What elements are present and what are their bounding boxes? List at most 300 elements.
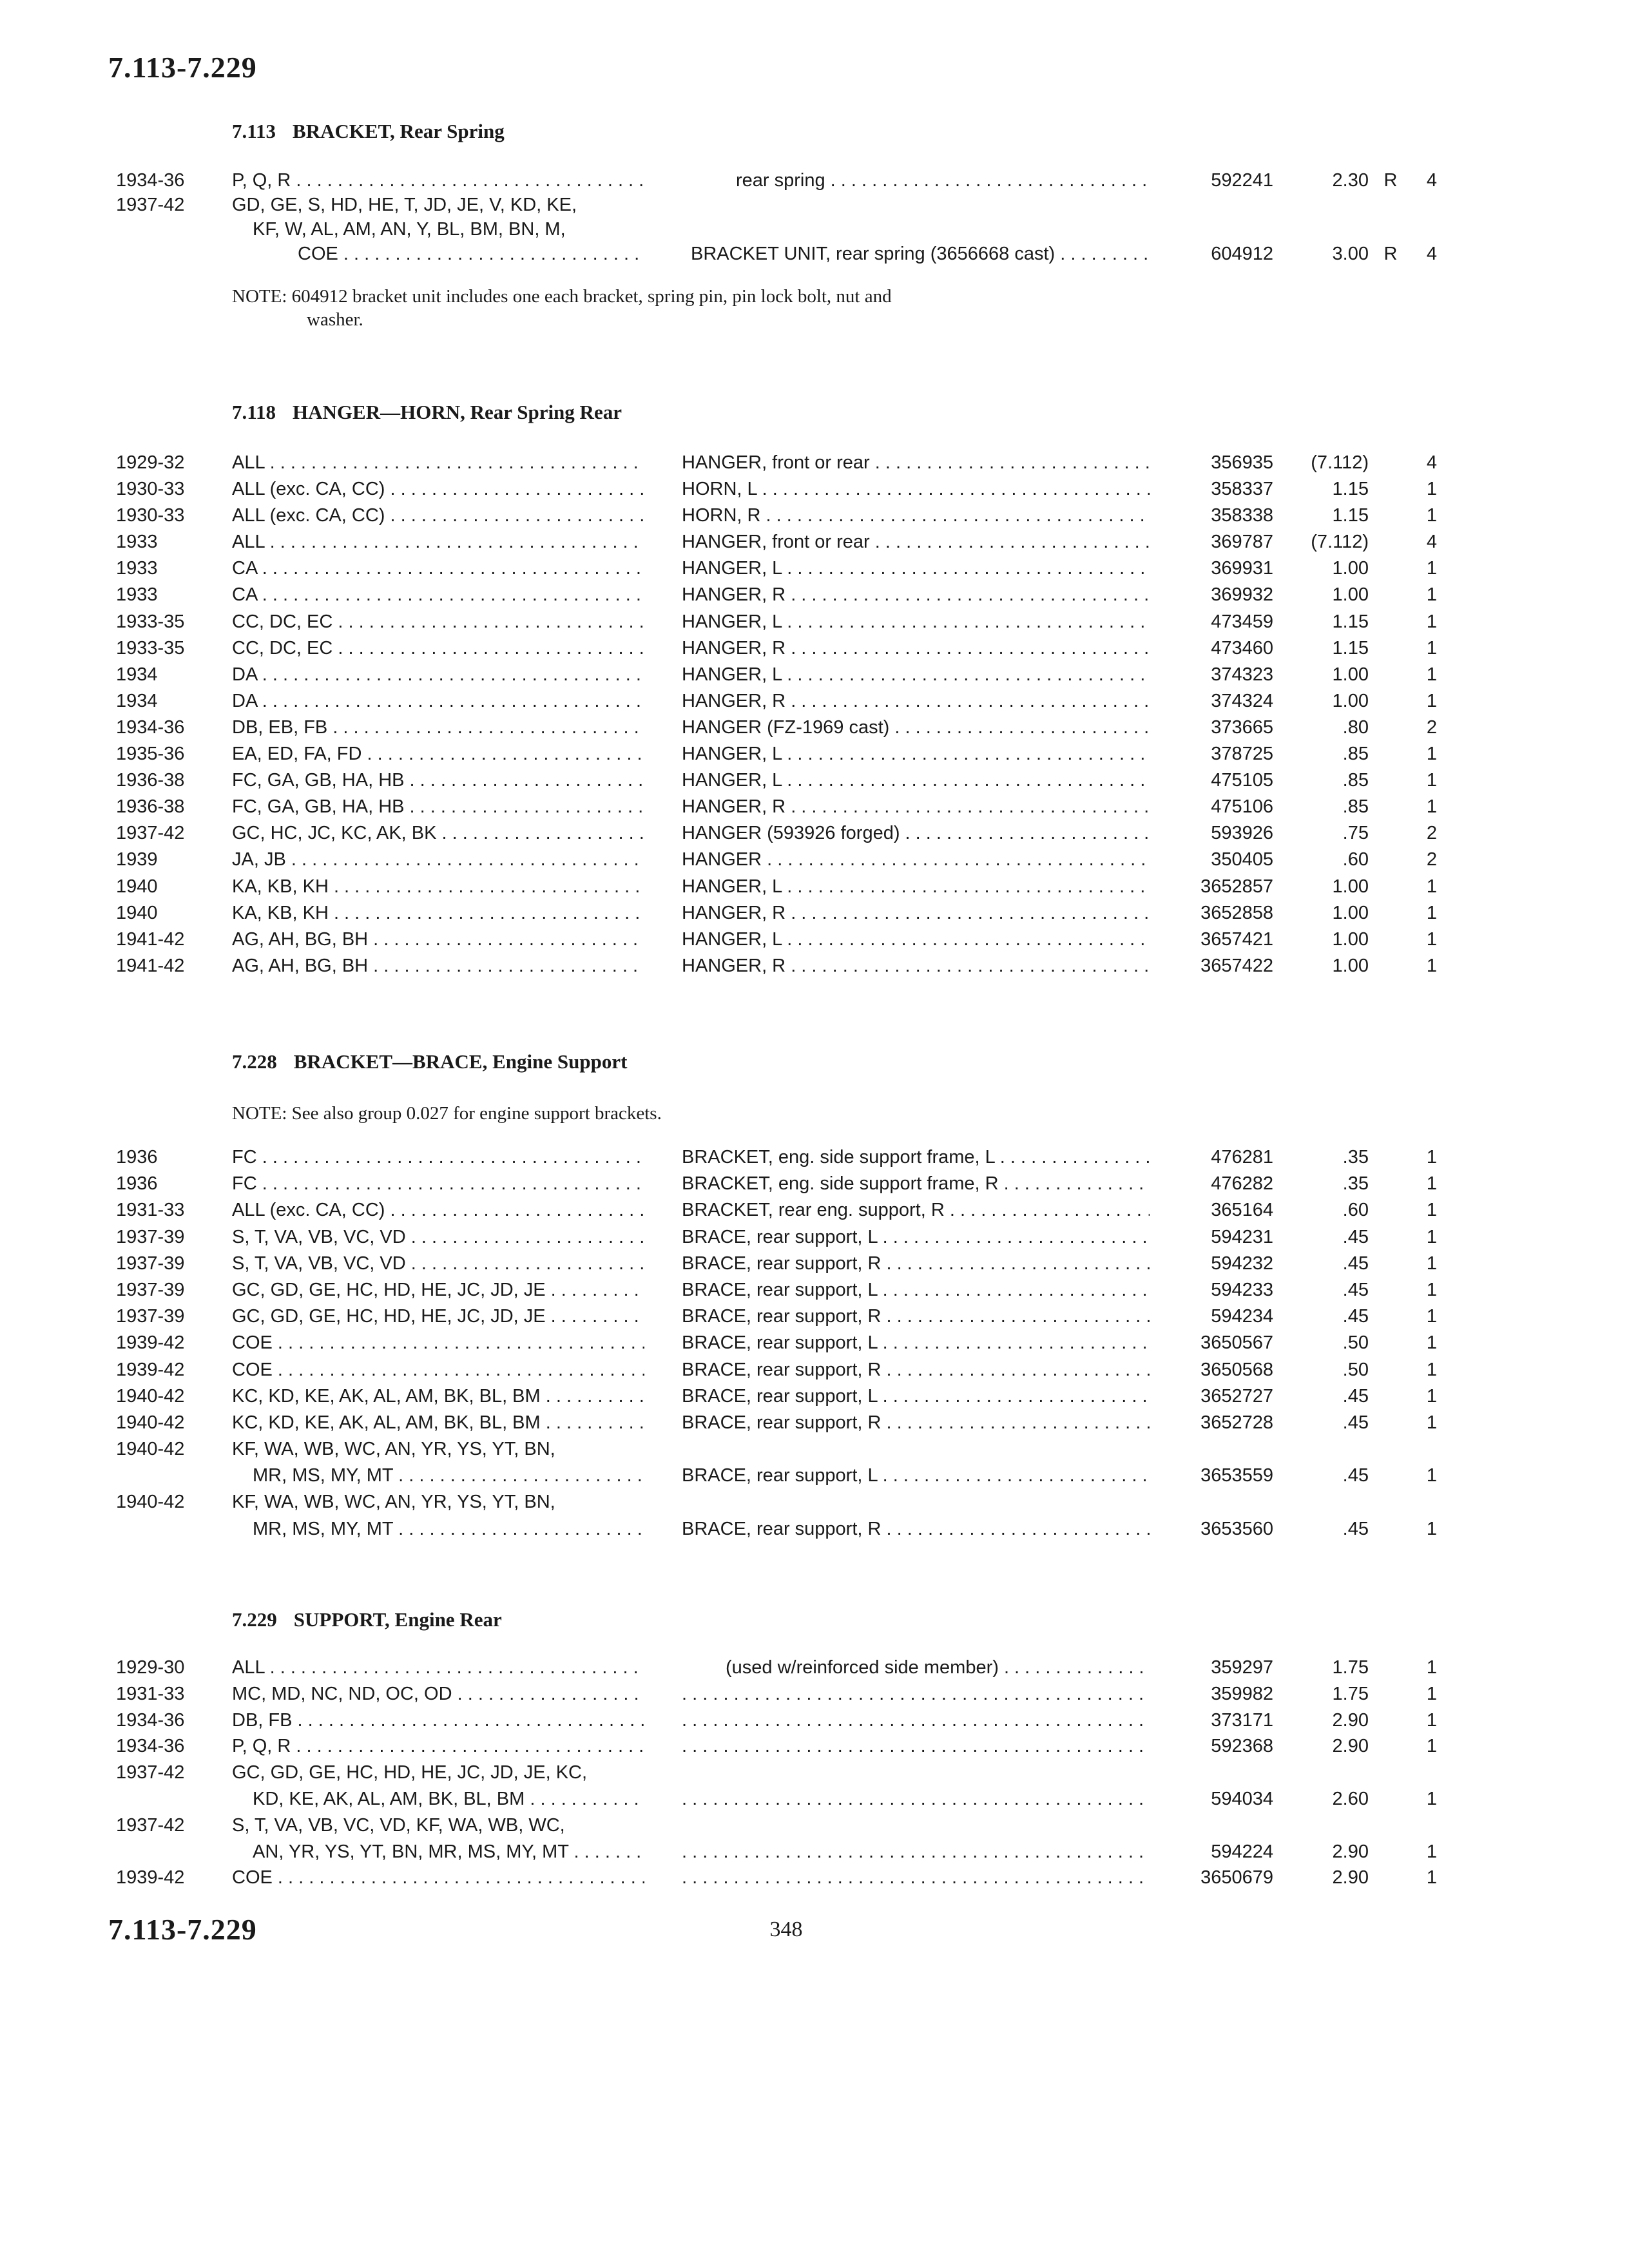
years: 1937-39 bbox=[116, 1253, 185, 1274]
parts-table bbox=[0, 1147, 1629, 1545]
years: 1937-39 bbox=[116, 1279, 185, 1300]
price: .60 bbox=[1342, 849, 1369, 870]
section-number: 7.229 bbox=[232, 1608, 277, 1631]
part-number: 3650567 bbox=[1200, 1332, 1273, 1354]
models: ALL . . . bbox=[232, 452, 644, 474]
description-leader bbox=[682, 1684, 1150, 1705]
table-row bbox=[0, 1200, 1629, 1226]
years: 1930-33 bbox=[116, 479, 185, 500]
part-number: 473460 bbox=[1211, 637, 1273, 658]
description-leader bbox=[682, 1841, 1150, 1863]
section-note bbox=[232, 285, 1173, 331]
years: 1939-42 bbox=[116, 1359, 185, 1380]
models: MC, MD, NC, ND, OC, OD . . . bbox=[232, 1684, 644, 1705]
quantity: 1 bbox=[1426, 690, 1437, 711]
part-number: 476282 bbox=[1211, 1173, 1273, 1195]
part-number: 3653560 bbox=[1200, 1518, 1273, 1539]
description: BRACE, rear support, L . . . bbox=[682, 1332, 1150, 1354]
description: HANGER, R . . . bbox=[682, 584, 1150, 606]
price: .75 bbox=[1342, 823, 1369, 844]
models: GC, GD, GE, HC, HD, HE, JC, JD, JE, KC, bbox=[232, 1762, 588, 1783]
table-row bbox=[0, 1306, 1629, 1332]
years: 1939-42 bbox=[116, 1867, 185, 1888]
models: ALL (exc. CA, CC) . . . bbox=[232, 1200, 644, 1221]
price: 1.15 bbox=[1332, 637, 1369, 658]
parts-table bbox=[0, 452, 1629, 982]
description: HANGER, front or rear . . . bbox=[682, 532, 1150, 553]
models: MR, MS, MY, MT . . . bbox=[253, 1465, 644, 1486]
part-number: 359297 bbox=[1211, 1657, 1273, 1678]
table-row bbox=[0, 1227, 1629, 1253]
part-number: 374324 bbox=[1211, 690, 1273, 711]
part-number: 378725 bbox=[1211, 744, 1273, 765]
table-row-continuation bbox=[0, 1841, 1629, 1868]
price: 1.00 bbox=[1332, 558, 1369, 579]
table-row-continuation bbox=[0, 244, 1629, 268]
models: CA . . . bbox=[232, 558, 644, 579]
years: 1934-36 bbox=[116, 1736, 185, 1757]
quantity: 1 bbox=[1426, 1867, 1437, 1888]
years: 1933 bbox=[116, 532, 158, 553]
quantity: 1 bbox=[1426, 1657, 1437, 1678]
description: HANGER, L . . . bbox=[682, 876, 1150, 898]
price: .45 bbox=[1342, 1412, 1369, 1433]
description: HANGER, L . . . bbox=[682, 744, 1150, 765]
note-line-2: washer. bbox=[307, 309, 363, 330]
table-row-continuation bbox=[0, 1519, 1629, 1545]
years: 1937-39 bbox=[116, 1306, 185, 1327]
table-row bbox=[0, 1684, 1629, 1710]
part-number: 373665 bbox=[1211, 716, 1273, 738]
models: MR, MS, MY, MT . . . bbox=[253, 1519, 644, 1540]
price: 2.90 bbox=[1332, 1736, 1369, 1757]
models: KC, KD, KE, AK, AL, AM, BK, BL, BM . . . bbox=[232, 1412, 644, 1434]
table-row bbox=[0, 532, 1629, 558]
models: S, T, VA, VB, VC, VD . . . bbox=[232, 1227, 644, 1248]
models: COE . . . bbox=[232, 1360, 644, 1381]
part-number: 476281 bbox=[1211, 1147, 1273, 1168]
models: KF, WA, WB, WC, AN, YR, YS, YT, BN, bbox=[232, 1439, 555, 1460]
part-number: 594231 bbox=[1211, 1226, 1273, 1247]
years: 1937-42 bbox=[116, 195, 185, 215]
quantity: 1 bbox=[1426, 611, 1437, 632]
quantity: 1 bbox=[1426, 1200, 1437, 1221]
description: HANGER (FZ-1969 cast) . . . bbox=[682, 717, 1150, 738]
part-number: 358337 bbox=[1211, 479, 1273, 500]
price: .35 bbox=[1342, 1173, 1369, 1195]
models: AG, AH, BG, BH . . . bbox=[232, 956, 644, 977]
description-leader bbox=[682, 1736, 1150, 1757]
table-row bbox=[0, 849, 1629, 876]
years: 1934-36 bbox=[116, 1709, 185, 1731]
part-number: 604912 bbox=[1211, 244, 1273, 264]
price: .45 bbox=[1342, 1465, 1369, 1486]
part-number: 369787 bbox=[1211, 532, 1273, 553]
part-number: 358338 bbox=[1211, 505, 1273, 526]
part-number: 373171 bbox=[1211, 1709, 1273, 1731]
years: 1929-30 bbox=[116, 1657, 185, 1678]
description: BRACKET, rear eng. support, R . . . bbox=[682, 1200, 1150, 1221]
description: BRACE, rear support, L . . . bbox=[682, 1227, 1150, 1248]
section-number: 7.228 bbox=[232, 1050, 277, 1073]
years: 1934 bbox=[116, 664, 158, 685]
page-code-footer: 7.113-7.229 bbox=[108, 1913, 257, 1946]
table-row bbox=[0, 170, 1629, 195]
quantity: 1 bbox=[1426, 1841, 1437, 1862]
quantity: 1 bbox=[1426, 479, 1437, 500]
description: HANGER, R . . . bbox=[682, 638, 1150, 659]
part-number: 3653559 bbox=[1200, 1465, 1273, 1486]
models: JA, JB . . . bbox=[232, 849, 644, 870]
section-name: HANGER—HORN, Rear Spring Rear bbox=[293, 401, 622, 423]
quantity: 1 bbox=[1426, 1279, 1437, 1300]
years: 1934 bbox=[116, 690, 158, 711]
description-leader bbox=[682, 1867, 1150, 1888]
price: 2.90 bbox=[1332, 1709, 1369, 1731]
part-number: 475105 bbox=[1211, 770, 1273, 791]
years: 1931-33 bbox=[116, 1683, 185, 1704]
models: GC, HC, JC, KC, AK, BK . . . bbox=[232, 823, 644, 844]
table-row bbox=[0, 1253, 1629, 1280]
price: .50 bbox=[1342, 1332, 1369, 1354]
part-number: 594034 bbox=[1211, 1788, 1273, 1809]
price: .80 bbox=[1342, 716, 1369, 738]
table-row bbox=[0, 558, 1629, 584]
quantity: 1 bbox=[1426, 1518, 1437, 1539]
table-row bbox=[0, 770, 1629, 796]
part-number: 3652728 bbox=[1200, 1412, 1273, 1433]
table-row bbox=[0, 823, 1629, 849]
table-row bbox=[0, 691, 1629, 717]
years: 1936 bbox=[116, 1173, 158, 1195]
description: rear spring . . . bbox=[736, 170, 1148, 191]
years: 1936-38 bbox=[116, 770, 185, 791]
models: GD, GE, S, HD, HE, T, JD, JE, V, KD, KE, bbox=[232, 195, 577, 215]
quantity: 4 bbox=[1426, 532, 1437, 553]
price: 1.00 bbox=[1332, 902, 1369, 923]
years: 1936-38 bbox=[116, 796, 185, 818]
description: HANGER, R . . . bbox=[682, 956, 1150, 977]
section-name: BRACKET, Rear Spring bbox=[293, 120, 505, 142]
description: HANGER, front or rear . . . bbox=[682, 452, 1150, 474]
part-number: 594232 bbox=[1211, 1253, 1273, 1274]
quantity: 1 bbox=[1426, 1736, 1437, 1757]
quantity: 1 bbox=[1426, 796, 1437, 818]
years: 1934-36 bbox=[116, 170, 185, 191]
description: HANGER, L . . . bbox=[682, 664, 1150, 686]
models: KF, WA, WB, WC, AN, YR, YS, YT, BN, bbox=[232, 1492, 555, 1513]
models: CC, DC, EC . . . bbox=[232, 611, 644, 633]
quantity: 1 bbox=[1426, 637, 1437, 658]
models: EA, ED, FA, FD . . . bbox=[232, 744, 644, 765]
table-row bbox=[0, 584, 1629, 611]
table-row bbox=[0, 1412, 1629, 1439]
description: HANGER, R . . . bbox=[682, 691, 1150, 712]
price: .45 bbox=[1342, 1518, 1369, 1539]
models: DB, FB . . . bbox=[232, 1710, 644, 1731]
table-row-continuation bbox=[0, 1789, 1629, 1815]
table-row bbox=[0, 611, 1629, 638]
price: 1.00 bbox=[1332, 690, 1369, 711]
quantity: 1 bbox=[1426, 558, 1437, 579]
quantity: 1 bbox=[1426, 770, 1437, 791]
price: (7.112) bbox=[1311, 452, 1369, 473]
quantity: 1 bbox=[1426, 955, 1437, 976]
price: .45 bbox=[1342, 1306, 1369, 1327]
price: 1.15 bbox=[1332, 611, 1369, 632]
description: HANGER, R . . . bbox=[682, 796, 1150, 818]
table-row bbox=[0, 1762, 1629, 1789]
part-number: 356935 bbox=[1211, 452, 1273, 473]
quantity: 1 bbox=[1426, 1147, 1437, 1168]
part-number: 473459 bbox=[1211, 611, 1273, 632]
models: GC, GD, GE, HC, HD, HE, JC, JD, JE . . . bbox=[232, 1306, 644, 1327]
price: .60 bbox=[1342, 1200, 1369, 1221]
part-number: 3657422 bbox=[1200, 955, 1273, 976]
quantity: 4 bbox=[1426, 244, 1437, 264]
price: 1.00 bbox=[1332, 955, 1369, 976]
table-row bbox=[0, 903, 1629, 929]
models: P, Q, R . . . bbox=[232, 1736, 644, 1757]
description: BRACKET UNIT, rear spring (3656668 cast) . . . bbox=[691, 244, 1148, 265]
table-row bbox=[0, 1439, 1629, 1465]
section-note: NOTE: See also group 0.027 for engine support brackets. bbox=[232, 1103, 662, 1124]
description: BRACE, rear support, L . . . bbox=[682, 1465, 1150, 1486]
price: 3.00 bbox=[1332, 244, 1369, 264]
section-number: 7.118 bbox=[232, 401, 276, 423]
quantity: 2 bbox=[1426, 823, 1437, 844]
models: GC, GD, GE, HC, HD, HE, JC, JD, JE . . . bbox=[232, 1280, 644, 1301]
description-leader bbox=[682, 1789, 1150, 1810]
quantity: 1 bbox=[1426, 902, 1437, 923]
price: 2.90 bbox=[1332, 1841, 1369, 1862]
part-number: 3652727 bbox=[1200, 1385, 1273, 1407]
quantity: 1 bbox=[1426, 1359, 1437, 1380]
years: 1937-42 bbox=[116, 1814, 185, 1836]
price: 1.75 bbox=[1332, 1683, 1369, 1704]
section-name: BRACKET—BRACE, Engine Support bbox=[293, 1050, 628, 1073]
part-number: 365164 bbox=[1211, 1200, 1273, 1221]
models: ALL (exc. CA, CC) . . . bbox=[232, 505, 644, 526]
description: BRACE, rear support, R . . . bbox=[682, 1306, 1150, 1327]
description: BRACE, rear support, R . . . bbox=[682, 1412, 1150, 1434]
quantity: 1 bbox=[1426, 584, 1437, 606]
quantity: 1 bbox=[1426, 1683, 1437, 1704]
part-number: 3652858 bbox=[1200, 902, 1273, 923]
description-leader bbox=[682, 1710, 1150, 1731]
table-row bbox=[0, 796, 1629, 823]
quantity: 1 bbox=[1426, 1306, 1437, 1327]
years: 1939 bbox=[116, 849, 158, 870]
models: ALL (exc. CA, CC) . . . bbox=[232, 479, 644, 500]
table-row bbox=[0, 452, 1629, 479]
part-number: 3650679 bbox=[1200, 1867, 1273, 1888]
quantity: 1 bbox=[1426, 1788, 1437, 1809]
table-row bbox=[0, 1332, 1629, 1359]
description: (used w/reinforced side member) . . . bbox=[726, 1657, 1150, 1678]
years: 1936 bbox=[116, 1147, 158, 1168]
models: FC, GA, GB, HA, HB . . . bbox=[232, 770, 644, 791]
table-row bbox=[0, 505, 1629, 532]
table-row bbox=[0, 876, 1629, 903]
part-number: 3650568 bbox=[1200, 1359, 1273, 1380]
years: 1933-35 bbox=[116, 611, 185, 632]
models: CA . . . bbox=[232, 584, 644, 606]
table-row bbox=[0, 717, 1629, 744]
price: 1.00 bbox=[1332, 876, 1369, 897]
quantity: 1 bbox=[1426, 505, 1437, 526]
description: BRACE, rear support, R . . . bbox=[682, 1519, 1150, 1540]
years: 1933 bbox=[116, 584, 158, 606]
table-row bbox=[0, 1657, 1629, 1684]
years: 1940-42 bbox=[116, 1439, 185, 1460]
quantity: 1 bbox=[1426, 1385, 1437, 1407]
years: 1937-39 bbox=[116, 1226, 185, 1247]
models: KF, W, AL, AM, AN, Y, BL, BM, BN, M, bbox=[253, 219, 566, 240]
price: 2.60 bbox=[1332, 1788, 1369, 1809]
models: DA . . . bbox=[232, 664, 644, 686]
table-row bbox=[0, 664, 1629, 691]
years: 1940-42 bbox=[116, 1492, 185, 1513]
part-number: 475106 bbox=[1211, 796, 1273, 818]
models: DA . . . bbox=[232, 691, 644, 712]
quantity: 1 bbox=[1426, 1173, 1437, 1195]
part-number: 594233 bbox=[1211, 1279, 1273, 1300]
years: 1934-36 bbox=[116, 716, 185, 738]
note-line-1: NOTE: 604912 bracket unit includes one each bracket, spring pin, pin lock bolt, nut and bbox=[232, 286, 892, 307]
quantity: 1 bbox=[1426, 876, 1437, 897]
years: 1940-42 bbox=[116, 1385, 185, 1407]
models: S, T, VA, VB, VC, VD, KF, WA, WB, WC, bbox=[232, 1814, 565, 1836]
table-row bbox=[0, 744, 1629, 770]
part-number: 592241 bbox=[1211, 170, 1273, 191]
models: S, T, VA, VB, VC, VD . . . bbox=[232, 1253, 644, 1274]
models: KA, KB, KH . . . bbox=[232, 876, 644, 898]
section-title bbox=[232, 1050, 627, 1073]
description: HORN, R . . . bbox=[682, 505, 1150, 526]
years: 1941-42 bbox=[116, 955, 185, 976]
description: HORN, L . . . bbox=[682, 479, 1150, 500]
description: HANGER (593926 forged) . . . bbox=[682, 823, 1150, 844]
quantity: 1 bbox=[1426, 928, 1437, 950]
years: 1940-42 bbox=[116, 1412, 185, 1433]
description: HANGER, L . . . bbox=[682, 929, 1150, 950]
models: FC, GA, GB, HA, HB . . . bbox=[232, 796, 644, 818]
models: COE . . . bbox=[232, 1867, 644, 1888]
quantity: 1 bbox=[1426, 744, 1437, 765]
quantity: 1 bbox=[1426, 1709, 1437, 1731]
price: .50 bbox=[1342, 1359, 1369, 1380]
table-row-continuation bbox=[0, 1465, 1629, 1492]
models: KD, KE, AK, AL, AM, BK, BL, BM . . . bbox=[253, 1789, 644, 1810]
price: 1.75 bbox=[1332, 1657, 1369, 1678]
section-title bbox=[232, 401, 622, 424]
flag: R bbox=[1383, 170, 1398, 191]
quantity: 2 bbox=[1426, 849, 1437, 870]
years: 1939-42 bbox=[116, 1332, 185, 1354]
table-row bbox=[0, 1386, 1629, 1412]
parts-table bbox=[0, 1657, 1629, 1894]
years: 1941-42 bbox=[116, 928, 185, 950]
part-number: 350405 bbox=[1211, 849, 1273, 870]
table-row bbox=[0, 1360, 1629, 1386]
table-row bbox=[0, 1173, 1629, 1200]
part-number: 594224 bbox=[1211, 1841, 1273, 1862]
description: BRACE, rear support, R . . . bbox=[682, 1360, 1150, 1381]
price: 1.00 bbox=[1332, 928, 1369, 950]
price: (7.112) bbox=[1311, 532, 1369, 553]
quantity: 1 bbox=[1426, 1465, 1437, 1486]
part-number: 369932 bbox=[1211, 584, 1273, 606]
models: CC, DC, EC . . . bbox=[232, 638, 644, 659]
price: 2.30 bbox=[1332, 170, 1369, 191]
quantity: 1 bbox=[1426, 1332, 1437, 1354]
description: HANGER, L . . . bbox=[682, 611, 1150, 633]
years: 1930-33 bbox=[116, 505, 185, 526]
table-row bbox=[0, 1867, 1629, 1894]
part-number: 369931 bbox=[1211, 558, 1273, 579]
section-title bbox=[232, 120, 505, 143]
description: HANGER, L . . . bbox=[682, 558, 1150, 579]
years: 1933 bbox=[116, 558, 158, 579]
table-row bbox=[0, 1280, 1629, 1306]
part-number: 3657421 bbox=[1200, 928, 1273, 950]
price: 1.15 bbox=[1332, 479, 1369, 500]
years: 1931-33 bbox=[116, 1200, 185, 1221]
part-number: 359982 bbox=[1211, 1683, 1273, 1704]
description: HANGER, L . . . bbox=[682, 770, 1150, 791]
price: .85 bbox=[1342, 770, 1369, 791]
part-number: 592368 bbox=[1211, 1736, 1273, 1757]
price: 1.15 bbox=[1332, 505, 1369, 526]
part-number: 593926 bbox=[1211, 823, 1273, 844]
years: 1933-35 bbox=[116, 637, 185, 658]
models: AG, AH, BG, BH . . . bbox=[232, 929, 644, 950]
years: 1940 bbox=[116, 902, 158, 923]
table-row bbox=[0, 1736, 1629, 1762]
models: KA, KB, KH . . . bbox=[232, 903, 644, 924]
models: COE . . . bbox=[232, 1332, 644, 1354]
table-row bbox=[0, 1492, 1629, 1518]
description: BRACKET, eng. side support frame, L . . . bbox=[682, 1147, 1150, 1168]
quantity: 2 bbox=[1426, 716, 1437, 738]
years: 1940 bbox=[116, 876, 158, 897]
part-number: 3652857 bbox=[1200, 876, 1273, 897]
page-code-header: 7.113-7.229 bbox=[108, 51, 257, 84]
table-row bbox=[0, 479, 1629, 505]
description: HANGER . . . bbox=[682, 849, 1150, 870]
price: 2.90 bbox=[1332, 1867, 1369, 1888]
years: 1929-32 bbox=[116, 452, 185, 473]
table-row bbox=[0, 956, 1629, 982]
part-number: 594234 bbox=[1211, 1306, 1273, 1327]
models: DB, EB, FB . . . bbox=[232, 717, 644, 738]
table-row bbox=[0, 195, 1629, 219]
years: 1937-42 bbox=[116, 1762, 185, 1783]
table-row bbox=[0, 1710, 1629, 1736]
description: BRACE, rear support, L . . . bbox=[682, 1280, 1150, 1301]
description: BRACE, rear support, L . . . bbox=[682, 1386, 1150, 1407]
table-row bbox=[0, 929, 1629, 956]
description: BRACKET, eng. side support frame, R . . . bbox=[682, 1173, 1150, 1195]
price: .45 bbox=[1342, 1226, 1369, 1247]
page-number: 348 bbox=[769, 1917, 803, 1941]
models: FC . . . bbox=[232, 1147, 644, 1168]
price: .45 bbox=[1342, 1385, 1369, 1407]
quantity: 1 bbox=[1426, 1226, 1437, 1247]
quantity: 1 bbox=[1426, 1253, 1437, 1274]
models: FC . . . bbox=[232, 1173, 644, 1195]
